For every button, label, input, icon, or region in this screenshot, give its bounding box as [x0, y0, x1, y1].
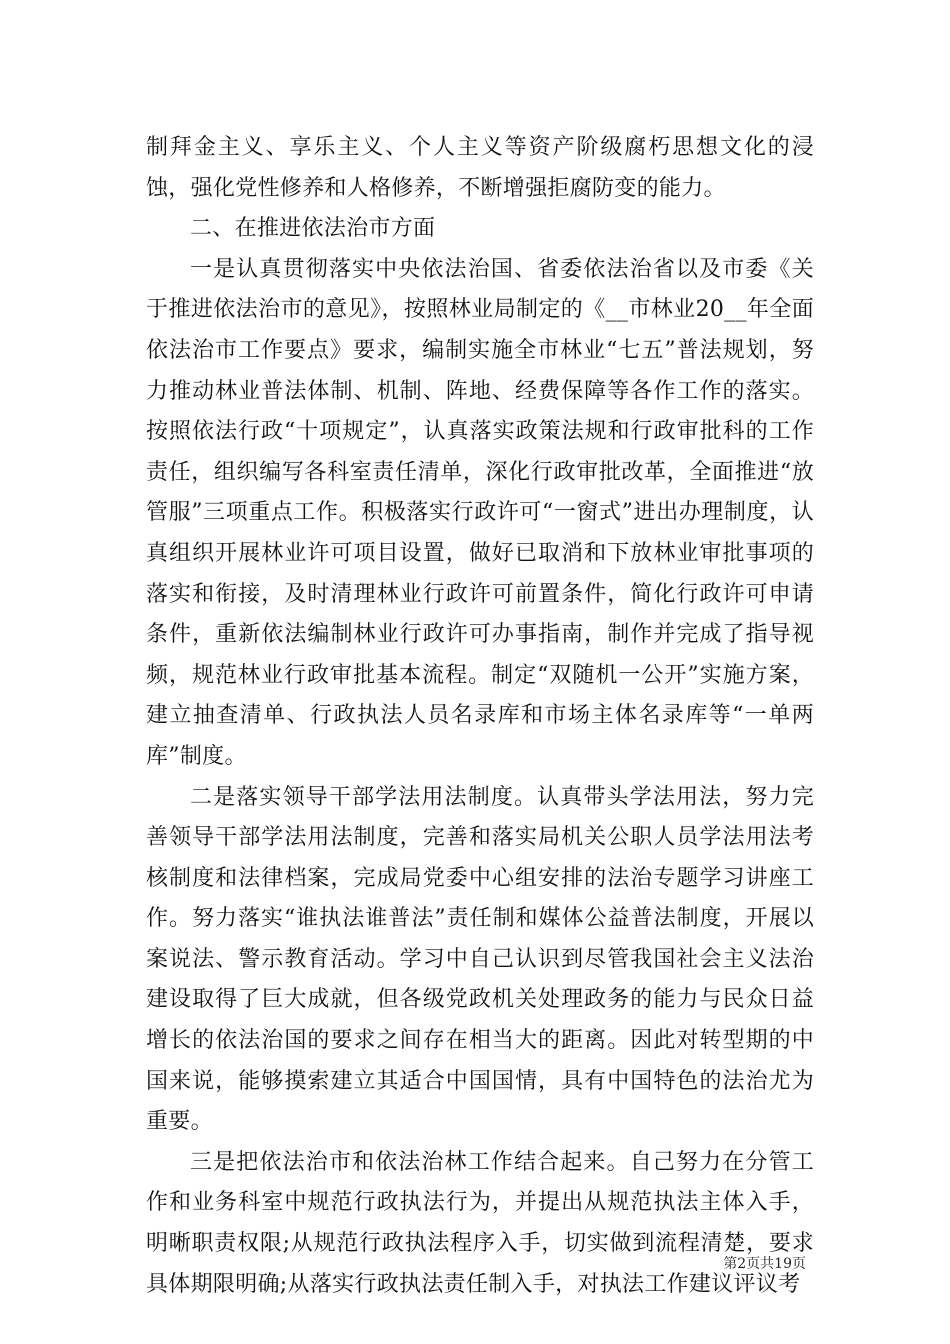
paragraph-first: 一是认真贯彻落实中央依法治国、省委依法治省以及市委《关于推进依法治市的意见》，按照林业局制定的《__市林业20__年全面依法治市工作要点》要求，编制实施全市林业“七五”普法规划，努力推动林业普法体制、机制、阵地、经费保障等各作工作的落实。按照依法行政“十项规定”，认真落实政策法规和行政审批科的工作责任，组织编写各科室责任清单，深化行政审批改革，全面推进“放管服”三项重点工作。积极落实行政许可“一窗式”进出办理制度，认真组织开展林业许可项目设置，做好已取消和下放林业审批事项的落实和衔接，及时清理林业行政许可前置条件，简化行政许可申请条件，重新依法编制林业行政许可办事指南，制作并完成了指导视频，规范林业行政审批基本流程。制定“双随机一公开”实施方案，建立抽查清单、行政执法人员名录库和市场主体名录库等“一单两库”制度。: [146, 256, 814, 769]
page-number-footer: 第2页共19页: [723, 1256, 806, 1272]
paragraph-continuation: 制拜金主义、享乐主义、个人主义等资产阶级腐朽思想文化的浸蚀，强化党性修养和人格修养，不断增强拒腐防变的能力。: [146, 135, 814, 201]
document-body: [146, 128, 814, 1305]
paragraph-second: 二是落实领导干部学法用法制度。认真带头学法用法，努力完善领导干部学法用法制度，完善和落实局机关公职人员学法用法考核制度和法律档案，完成局党委中心组安排的法治专题学习讲座工作。努力落实“谁执法谁普法”责任制和媒体公益普法制度，开展以案说法、警示教育活动。学习中自己认识到尽管我国社会主义法治建设取得了巨大成就，但各级党政机关处理政务的能力与民众日益增长的依法治国的要求之间存在相当大的距离。因此对转型期的中国来说，能够摸索建立其适合中国国情，具有中国特色的法治尤为重要。: [146, 784, 814, 1135]
section-heading: 二、在推进依法治市方面: [190, 216, 436, 242]
paragraph-third: 三是把依法治市和依法治林工作结合起来。自己努力在分管工作和业务科室中规范行政执法行为，并提出从规范执法主体入手，明晰职责权限;从规范行政执法程序入手，切实做到流程清楚，要求具体期限明确;从落实行政执法责任制入手，对执法工作建议评议考: [146, 1149, 814, 1297]
